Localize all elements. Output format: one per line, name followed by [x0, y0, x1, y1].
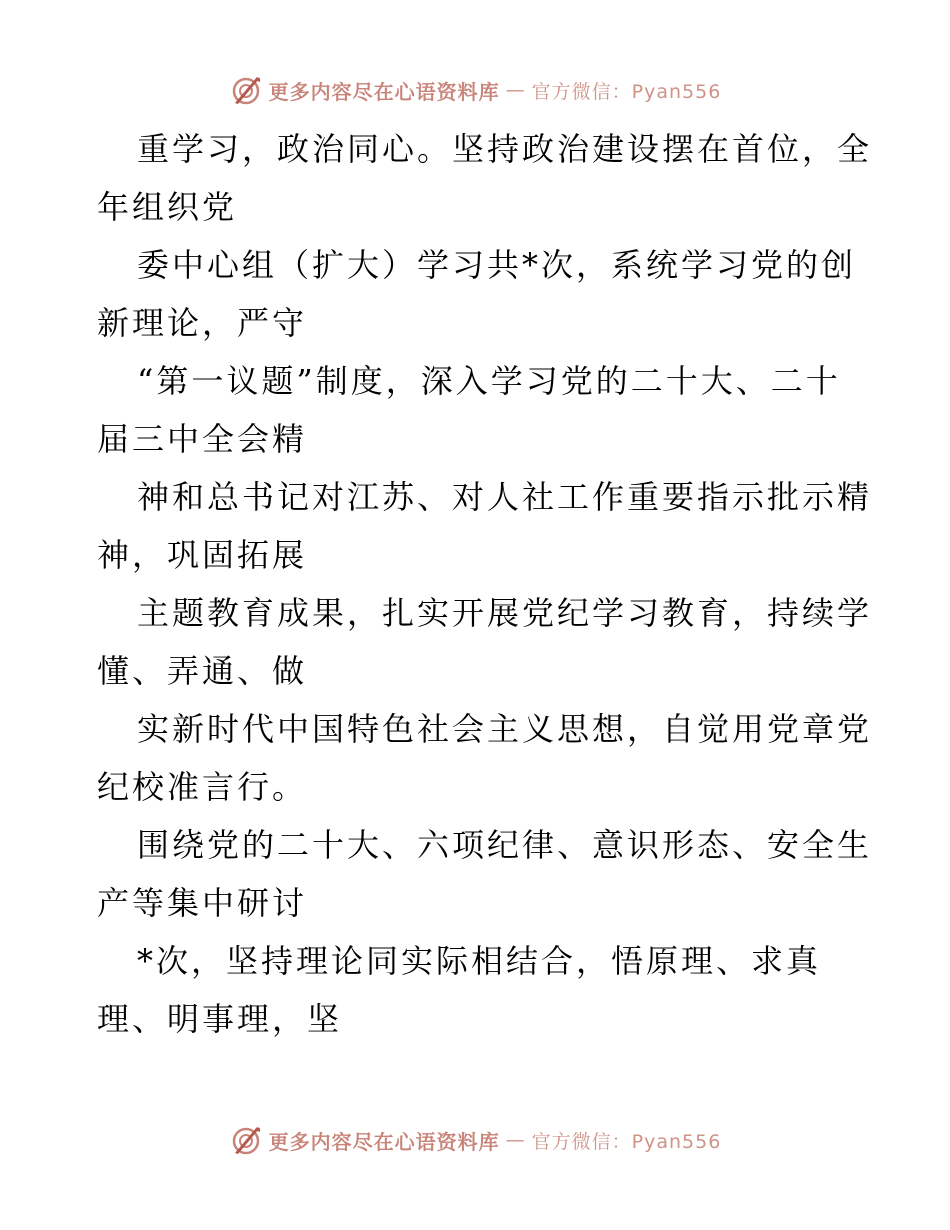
- paragraph-line: 纪校准言行。: [97, 768, 308, 806]
- watermark-text-main: 更多内容尽在心语资料库: [268, 1129, 500, 1154]
- paragraph-line: 神，巩固拓展: [97, 536, 308, 574]
- watermark-text-sub: 官方微信：Pyan556: [531, 80, 722, 103]
- quill-pen-logo-icon: [229, 1123, 263, 1157]
- watermark-text-dash: —: [505, 1129, 526, 1151]
- paragraph: [97, 816, 873, 932]
- paragraph-line: 围绕党的二十大、六项纪律、意识形态、安全生: [137, 826, 873, 864]
- paragraph-line: 懂、弄通、做: [97, 652, 308, 690]
- paragraph: [97, 236, 857, 352]
- paragraph-line: 神和总书记对江苏、对人社工作重要指示批示精: [137, 478, 873, 516]
- paragraph-line: 实新时代中国特色社会主义思想，自觉用党章党: [137, 710, 873, 748]
- paragraph-line: 主题教育成果，扎实开展党纪学习教育，持续学: [137, 594, 873, 632]
- body-text: [97, 120, 873, 1048]
- paragraph-line: 新理论，严守: [97, 304, 308, 342]
- header-watermark: [0, 70, 950, 110]
- quill-pen-logo-icon: [229, 73, 263, 107]
- paragraph: [97, 932, 857, 1048]
- watermark-text-dash: —: [505, 79, 526, 101]
- paragraph: [97, 468, 873, 584]
- paragraph: [97, 584, 873, 700]
- paragraph-line: “第一议题”制度，深入学习党的二十大、二十: [137, 362, 841, 400]
- paragraph: [97, 120, 873, 236]
- footer-watermark: [0, 1120, 950, 1160]
- paragraph-line: 年组织党: [97, 188, 238, 226]
- watermark-text-main: 更多内容尽在心语资料库: [268, 79, 500, 104]
- paragraph: [97, 352, 857, 468]
- paragraph-line: 委中心组（扩大）学习共*次，系统学习党的创: [137, 246, 857, 284]
- paragraph-line: 重学习，政治同心。坚持政治建设摆在首位，全: [137, 130, 873, 168]
- paragraph-line: 产等集中研讨: [97, 884, 308, 922]
- watermark-text-sub: 官方微信：Pyan556: [531, 1130, 722, 1153]
- paragraph-line: 理、明事理，坚: [97, 1000, 343, 1038]
- paragraph-line: *次，坚持理论同实际相结合，悟原理、求真: [137, 942, 822, 980]
- paragraph: [97, 700, 873, 816]
- paragraph-line: 届三中全会精: [97, 420, 308, 458]
